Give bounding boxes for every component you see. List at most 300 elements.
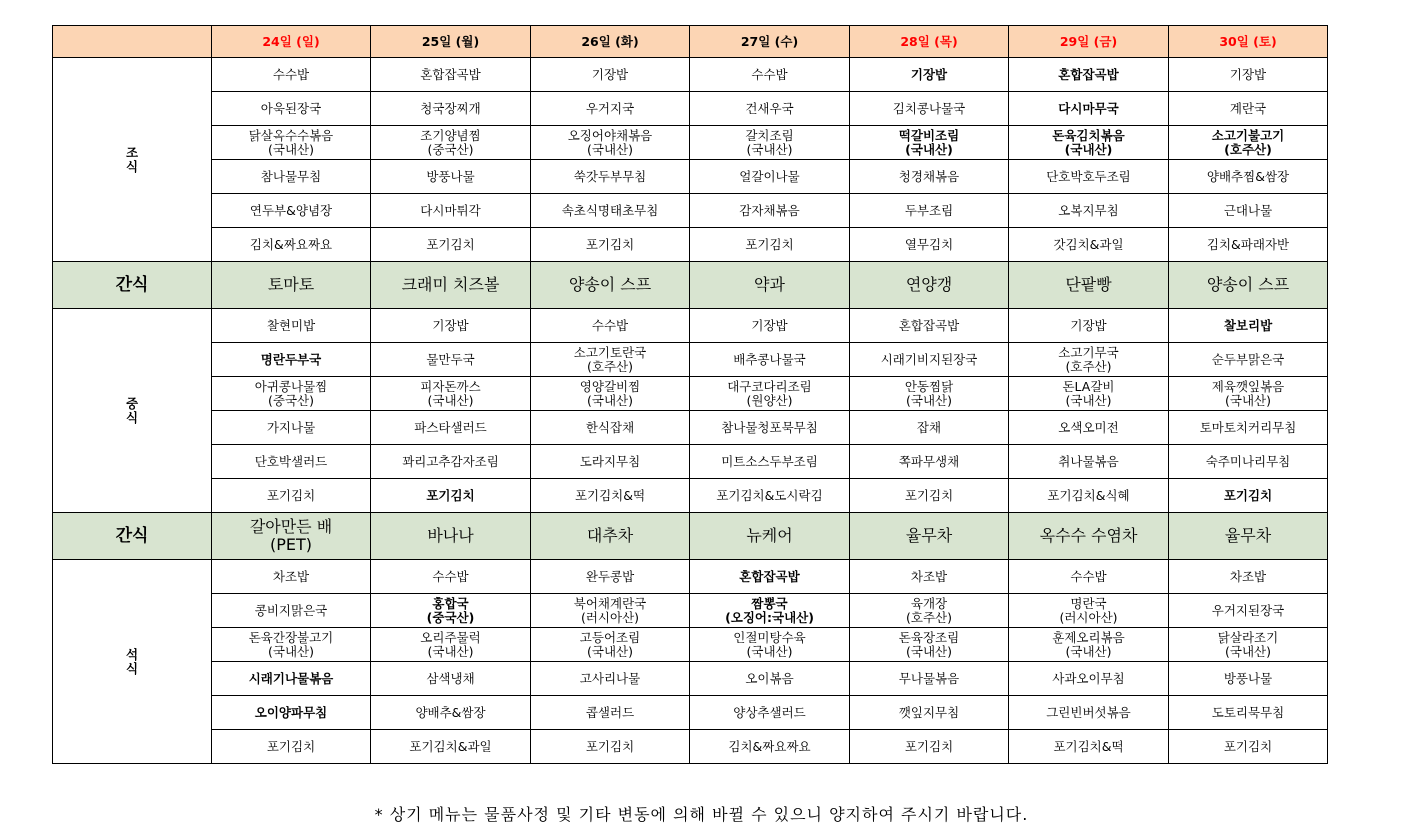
menu-item (371, 228, 531, 262)
menu-item (531, 628, 690, 662)
menu-item-name: 김치&짜요짜요 (249, 236, 333, 252)
menu-item-name: 북어채계란국 (573, 595, 647, 611)
day-header: 24일 (일) (212, 26, 371, 58)
menu-item (531, 92, 690, 126)
lunch-label (53, 309, 212, 513)
lunch-row (53, 377, 1328, 411)
menu-item-name: 영양갈비찜 (579, 378, 641, 394)
menu-item-name: 돈LA갈비 (1062, 378, 1115, 394)
header-row (53, 26, 1328, 58)
menu-item (1169, 92, 1328, 126)
menu-item (690, 628, 850, 662)
menu-item (531, 160, 690, 194)
menu-item (850, 343, 1009, 377)
snack-item (531, 513, 690, 560)
menu-item (212, 343, 371, 377)
menu-item (850, 662, 1009, 696)
menu-item (531, 730, 690, 764)
menu-item (850, 194, 1009, 228)
menu-item-name: 오징어야채볶음 (567, 127, 653, 143)
menu-item (850, 92, 1009, 126)
menu-item-name: 방풍나물 (426, 168, 475, 184)
menu-item-name: 대추차 (586, 526, 634, 545)
menu-item (371, 309, 531, 343)
menu-item-name: 율무차 (905, 526, 953, 545)
menu-item (212, 594, 371, 628)
menu-item (1009, 160, 1169, 194)
menu-item-name: 오색오미전 (1058, 419, 1119, 435)
menu-item-name: 김치&짜요짜요 (728, 738, 811, 754)
menu-item-name: 돈육간장불고기 (248, 629, 334, 645)
menu-item-origin: (국내산) (906, 643, 952, 659)
menu-item (531, 411, 690, 445)
menu-item (690, 479, 850, 513)
menu-item-name: 포기김치 (426, 236, 475, 252)
menu-item (1009, 479, 1169, 513)
menu-item (690, 662, 850, 696)
menu-item (371, 445, 531, 479)
menu-item-name: 포기김치 (904, 738, 954, 754)
menu-item (1009, 594, 1169, 628)
menu-item (212, 126, 371, 160)
menu-item-origin: (국내산) (587, 141, 633, 157)
menu-item (531, 58, 690, 92)
menu-item-name: 포기김치 (266, 738, 316, 754)
menu-item (690, 730, 850, 764)
menu-item (690, 126, 850, 160)
menu-item-origin: (중국산) (268, 392, 314, 408)
menu-item (1009, 377, 1169, 411)
snack-item: 약과 (690, 262, 850, 309)
menu-item-name: 소고기무국 (1058, 344, 1119, 360)
menu-item-name: 혼합잡곡밥 (898, 317, 960, 333)
menu-item-name: 순두부맑은국 (1211, 351, 1285, 367)
menu-item (850, 479, 1009, 513)
breakfast-row (53, 92, 1328, 126)
menu-item-name: 포기김치 (426, 487, 475, 503)
menu-item (850, 730, 1009, 764)
menu-item-name: 김치콩나물국 (892, 100, 966, 116)
menu-item (1009, 228, 1169, 262)
menu-item-name: 뉴케어 (746, 526, 793, 545)
menu-item (1009, 58, 1169, 92)
menu-item-name: 포기김치 (1223, 738, 1273, 754)
menu-item-name: 바나나 (427, 526, 474, 545)
menu-item-name: 그린빈버섯볶음 (1046, 704, 1131, 720)
menu-item (531, 445, 690, 479)
menu-item-origin: (국내산) (587, 392, 633, 408)
menu-item-name: 대구코다리조림 (727, 378, 812, 394)
menu-item (690, 58, 850, 92)
menu-item (850, 696, 1009, 730)
menu-item-name: 양배추찜&쌈장 (1206, 168, 1290, 184)
menu-item (1009, 445, 1169, 479)
menu-item-name: 감자채볶음 (739, 202, 800, 218)
menu-item-name: 도토리묵무침 (1211, 704, 1285, 720)
menu-item-origin: (호주산) (906, 609, 952, 625)
menu-item-name: 기장밥 (432, 317, 469, 333)
snack-morning-row (53, 262, 1328, 309)
menu-item (531, 343, 690, 377)
menu-item-name: 단호박샐러드 (254, 453, 328, 469)
menu-item-name: 깻잎지무침 (898, 704, 960, 720)
menu-item-name: 취나물볶음 (1058, 453, 1119, 469)
breakfast-row (53, 126, 1328, 160)
menu-item (1009, 628, 1169, 662)
menu-item-name: 차조밥 (272, 568, 310, 584)
menu-item (850, 411, 1009, 445)
menu-item-name: 돈육김치볶음 (1052, 127, 1125, 143)
menu-item-name: 소고기불고기 (1211, 127, 1285, 143)
menu-item (850, 160, 1009, 194)
menu-item (371, 628, 531, 662)
menu-item (690, 445, 850, 479)
menu-item-name: 단호박호두조림 (1046, 168, 1131, 184)
menu-item-name: 조기양념찜 (420, 127, 481, 143)
menu-item-name: 참나물청포묵무침 (721, 419, 818, 435)
menu-item (690, 377, 850, 411)
menu-item-name: 갓김치&과일 (1053, 236, 1124, 252)
menu-item-name: 방풍나물 (1223, 670, 1273, 686)
menu-item-name: 수수밥 (272, 66, 310, 82)
snack-item (690, 513, 850, 560)
dinner-row (53, 696, 1328, 730)
menu-item (1169, 560, 1328, 594)
menu-item-name: 갈치조림 (745, 127, 794, 143)
menu-item-name: 사과오이무침 (1052, 670, 1125, 686)
menu-item (212, 560, 371, 594)
menu-item-name: 오복지무침 (1058, 202, 1119, 218)
menu-item (1169, 411, 1328, 445)
menu-item (371, 662, 531, 696)
dinner-row (53, 628, 1328, 662)
breakfast-label-char1: 조 (125, 144, 139, 160)
menu-item-origin: (국내산) (1225, 643, 1271, 659)
menu-item (212, 730, 371, 764)
menu-item (690, 309, 850, 343)
menu-item (371, 343, 531, 377)
menu-item-name: 무나물볶음 (898, 670, 960, 686)
menu-item (531, 696, 690, 730)
menu-item-name: 포기김치 (1223, 487, 1273, 503)
menu-item-name: 명란두부국 (260, 351, 322, 367)
menu-item (371, 730, 531, 764)
menu-item-name: 혼합잡곡밥 (739, 568, 800, 584)
menu-item-name: 김치&파래자반 (1206, 236, 1290, 252)
breakfast-row (53, 194, 1328, 228)
menu-item-origin: (원양산) (746, 392, 793, 408)
menu-item-origin: (국내산) (1065, 643, 1112, 659)
snack-item (850, 513, 1009, 560)
menu-item-name: 잡채 (916, 419, 942, 435)
menu-item-name: 꽈리고추감자조림 (402, 453, 499, 469)
snack-item: 크래미 치즈볼 (371, 262, 531, 309)
menu-item (371, 411, 531, 445)
snack-item: 토마토 (212, 262, 371, 309)
menu-item (690, 560, 850, 594)
menu-item-name: 청국장찌개 (420, 100, 481, 116)
menu-item-origin: (국내산) (1225, 392, 1271, 408)
menu-item (1169, 58, 1328, 92)
menu-item-origin: (러시아산) (580, 609, 640, 625)
menu-item (690, 594, 850, 628)
menu-item-name: 우거지된장국 (1211, 602, 1285, 618)
menu-item-name: 청경채볶음 (898, 168, 960, 184)
snack-item (1169, 513, 1328, 560)
menu-item (850, 445, 1009, 479)
menu-item-origin: (국내산) (1065, 392, 1112, 408)
menu-item-name: 포기김치&과일 (409, 738, 492, 754)
menu-item-name: 열무김치 (904, 236, 954, 252)
menu-item (371, 479, 531, 513)
menu-item (850, 628, 1009, 662)
menu-item-origin: (국내산) (587, 643, 633, 659)
dinner-row (53, 730, 1328, 764)
menu-item-name: 얼갈이나물 (739, 168, 800, 184)
menu-item-name: 오이볶음 (745, 670, 794, 686)
menu-item (371, 194, 531, 228)
menu-item-origin: (호주산) (1065, 358, 1112, 374)
lunch-row (53, 445, 1328, 479)
breakfast-label-char2: 식 (125, 158, 139, 174)
menu-item-name: 수수밥 (432, 568, 469, 584)
menu-item-name: 포기김치&식혜 (1047, 487, 1130, 503)
menu-item (212, 479, 371, 513)
menu-item-name: 쑥갓두부무침 (573, 168, 647, 184)
menu-item (1169, 696, 1328, 730)
breakfast-row (53, 228, 1328, 262)
menu-item-name: 토마토치커리무침 (1199, 419, 1297, 435)
menu-item-origin: (국내산) (905, 141, 953, 157)
menu-item-name: 훈제오리볶음 (1052, 629, 1125, 645)
menu-item-name: 혼합잡곡밥 (1058, 66, 1119, 82)
menu-item (850, 58, 1009, 92)
menu-item (690, 228, 850, 262)
lunch-row (53, 343, 1328, 377)
menu-item (371, 92, 531, 126)
menu-item-origin: (국내산) (268, 643, 314, 659)
menu-item-name: 기장밥 (591, 66, 629, 82)
menu-item (212, 411, 371, 445)
menu-item-origin: (국내산) (906, 392, 952, 408)
menu-item (1169, 228, 1328, 262)
dinner-label-char2: 식 (125, 660, 139, 676)
menu-item (1169, 445, 1328, 479)
breakfast-row (53, 58, 1328, 92)
menu-item-name: 기장밥 (910, 66, 948, 82)
menu-item (850, 594, 1009, 628)
lunch-row (53, 411, 1328, 445)
menu-item (1009, 126, 1169, 160)
menu-item (371, 377, 531, 411)
menu-item (1169, 194, 1328, 228)
menu-item-name: 고사리나물 (579, 670, 641, 686)
menu-item-name: 연두부&양념장 (249, 202, 333, 218)
menu-item (212, 194, 371, 228)
menu-item-name: 숙주미나리무침 (1205, 453, 1291, 469)
snack-afternoon-label: 간식 (53, 513, 212, 560)
menu-item-name: 우거지국 (585, 100, 635, 116)
menu-item (531, 594, 690, 628)
dinner-label (53, 560, 212, 764)
menu-item-name: 양상추샐러드 (733, 704, 806, 720)
day-header: 26일 (화) (531, 26, 690, 58)
menu-item-name: 시래기비지된장국 (880, 351, 978, 367)
menu-item (371, 594, 531, 628)
menu-item-name: 차조밥 (910, 568, 948, 584)
menu-item (212, 160, 371, 194)
menu-item (212, 696, 371, 730)
menu-item-name: 속초식명태초무침 (561, 202, 659, 218)
menu-item-name: 포기김치 (904, 487, 954, 503)
menu-item-name: 포기김치 (585, 738, 635, 754)
breakfast-row (53, 160, 1328, 194)
day-header: 30일 (토) (1169, 26, 1328, 58)
lunch-label-char2: 식 (125, 409, 139, 425)
breakfast-label (53, 58, 212, 262)
menu-item (690, 411, 850, 445)
menu-item (531, 228, 690, 262)
menu-item (1009, 662, 1169, 696)
menu-item (212, 309, 371, 343)
dinner-row (53, 594, 1328, 628)
menu-item-name: 건새우국 (745, 100, 794, 116)
menu-item-name: 떡갈비조림 (898, 127, 960, 143)
menu-item-name: 기장밥 (751, 317, 788, 333)
menu-item-name: 율무차 (1224, 526, 1272, 545)
menu-item-name: 아욱된장국 (260, 100, 322, 116)
menu-item-name: 명란국 (1070, 595, 1107, 611)
menu-item-origin: (중국산) (426, 609, 475, 625)
menu-item (690, 160, 850, 194)
menu-item (1009, 560, 1169, 594)
menu-item (212, 92, 371, 126)
menu-item-name: 오리주물럭 (420, 629, 481, 645)
menu-item-name: 포기김치 (266, 487, 316, 503)
menu-item-name: 오이양파무침 (254, 704, 328, 720)
menu-item-name: 소고기토란국 (573, 344, 647, 360)
menu-item (371, 58, 531, 92)
menu-item-name: 포기김치 (745, 236, 794, 252)
menu-item-name: 아귀콩나물찜 (254, 378, 328, 394)
menu-item (850, 309, 1009, 343)
menu-item (1169, 628, 1328, 662)
menu-item (212, 228, 371, 262)
menu-item-name: 포기김치&떡 (1053, 738, 1124, 754)
menu-item (850, 377, 1009, 411)
menu-item (1169, 309, 1328, 343)
menu-item (371, 160, 531, 194)
menu-item-name: 안동찜닭 (904, 378, 954, 394)
lunch-label-char1: 중 (125, 395, 139, 411)
menu-item-name: 배추콩나물국 (733, 351, 806, 367)
menu-item-origin: (국내산) (427, 392, 474, 408)
menu-item-name: 수수밥 (751, 66, 788, 82)
menu-item-name: 양배추&쌈장 (415, 704, 486, 720)
menu-item (690, 343, 850, 377)
menu-item-name: 삼색냉채 (426, 670, 475, 686)
menu-item-origin: (호주산) (1224, 141, 1272, 157)
menu-item (1169, 479, 1328, 513)
menu-item-name: 다시마무국 (1058, 100, 1119, 116)
menu-item-origin: (국내산) (427, 643, 474, 659)
day-header: 29일 (금) (1009, 26, 1169, 58)
menu-item-name: 콥샐러드 (585, 704, 635, 720)
menu-item-name: 가지나물 (266, 419, 316, 435)
menu-item-origin: (중국산) (427, 141, 474, 157)
menu-item-name: 피자돈까스 (420, 378, 481, 394)
header-corner-cell (53, 26, 212, 58)
menu-item (690, 194, 850, 228)
menu-item-name: 차조밥 (1229, 568, 1267, 584)
menu-item (212, 377, 371, 411)
menu-item-origin: (국내산) (746, 643, 793, 659)
menu-item-name: 미트소스두부조림 (721, 453, 818, 469)
snack-item (371, 513, 531, 560)
menu-item (690, 92, 850, 126)
menu-item-name: 기장밥 (1070, 317, 1107, 333)
menu-item (1009, 92, 1169, 126)
menu-item (371, 126, 531, 160)
menu-item (531, 309, 690, 343)
snack-item (212, 513, 371, 560)
menu-item (1169, 126, 1328, 160)
day-header: 25일 (월) (371, 26, 531, 58)
dinner-row (53, 662, 1328, 696)
snack-item (1009, 513, 1169, 560)
menu-item-name: 찰보리밥 (1223, 317, 1273, 333)
menu-item-name: 포기김치&도시락김 (716, 487, 823, 503)
snack-morning-label: 간식 (53, 262, 212, 309)
menu-item-name: 닭살옥수수볶음 (248, 127, 334, 143)
menu-item-origin: (호주산) (587, 358, 633, 374)
menu-item (1169, 730, 1328, 764)
menu-item (1169, 343, 1328, 377)
dinner-row (53, 560, 1328, 594)
snack-afternoon-row (53, 513, 1328, 560)
menu-item-origin: (국내산) (268, 141, 314, 157)
menu-item (371, 560, 531, 594)
menu-item-name: 수수밥 (591, 317, 629, 333)
snack-item: 양송이 스프 (1169, 262, 1328, 309)
menu-item-origin: (오징어:국내산) (725, 609, 814, 625)
menu-item-name: 찰현미밥 (266, 317, 316, 333)
menu-item-name: 고등어조림 (579, 629, 641, 645)
menu-item-name: 물만두국 (426, 351, 475, 367)
menu-item (1169, 594, 1328, 628)
menu-item (531, 479, 690, 513)
menu-item (850, 560, 1009, 594)
day-header: 27일 (수) (690, 26, 850, 58)
menu-item (850, 228, 1009, 262)
menu-item (1169, 377, 1328, 411)
day-header: 28일 (목) (850, 26, 1009, 58)
menu-item-origin: (PET) (269, 535, 312, 554)
snack-item: 단팥빵 (1009, 262, 1169, 309)
menu-item (850, 126, 1009, 160)
menu-item-name: 혼합잡곡밥 (420, 66, 481, 82)
lunch-row (53, 309, 1328, 343)
snack-item: 양송이 스프 (531, 262, 690, 309)
menu-item-name: 옥수수 수염차 (1039, 526, 1138, 545)
menu-item-name: 두부조림 (904, 202, 954, 218)
menu-item-name: 육개장 (910, 595, 948, 611)
menu-item-name: 닭살라조기 (1217, 629, 1279, 645)
menu-item-origin: (국내산) (746, 141, 793, 157)
menu-item (1009, 194, 1169, 228)
menu-item (1009, 730, 1169, 764)
menu-item (1009, 696, 1169, 730)
